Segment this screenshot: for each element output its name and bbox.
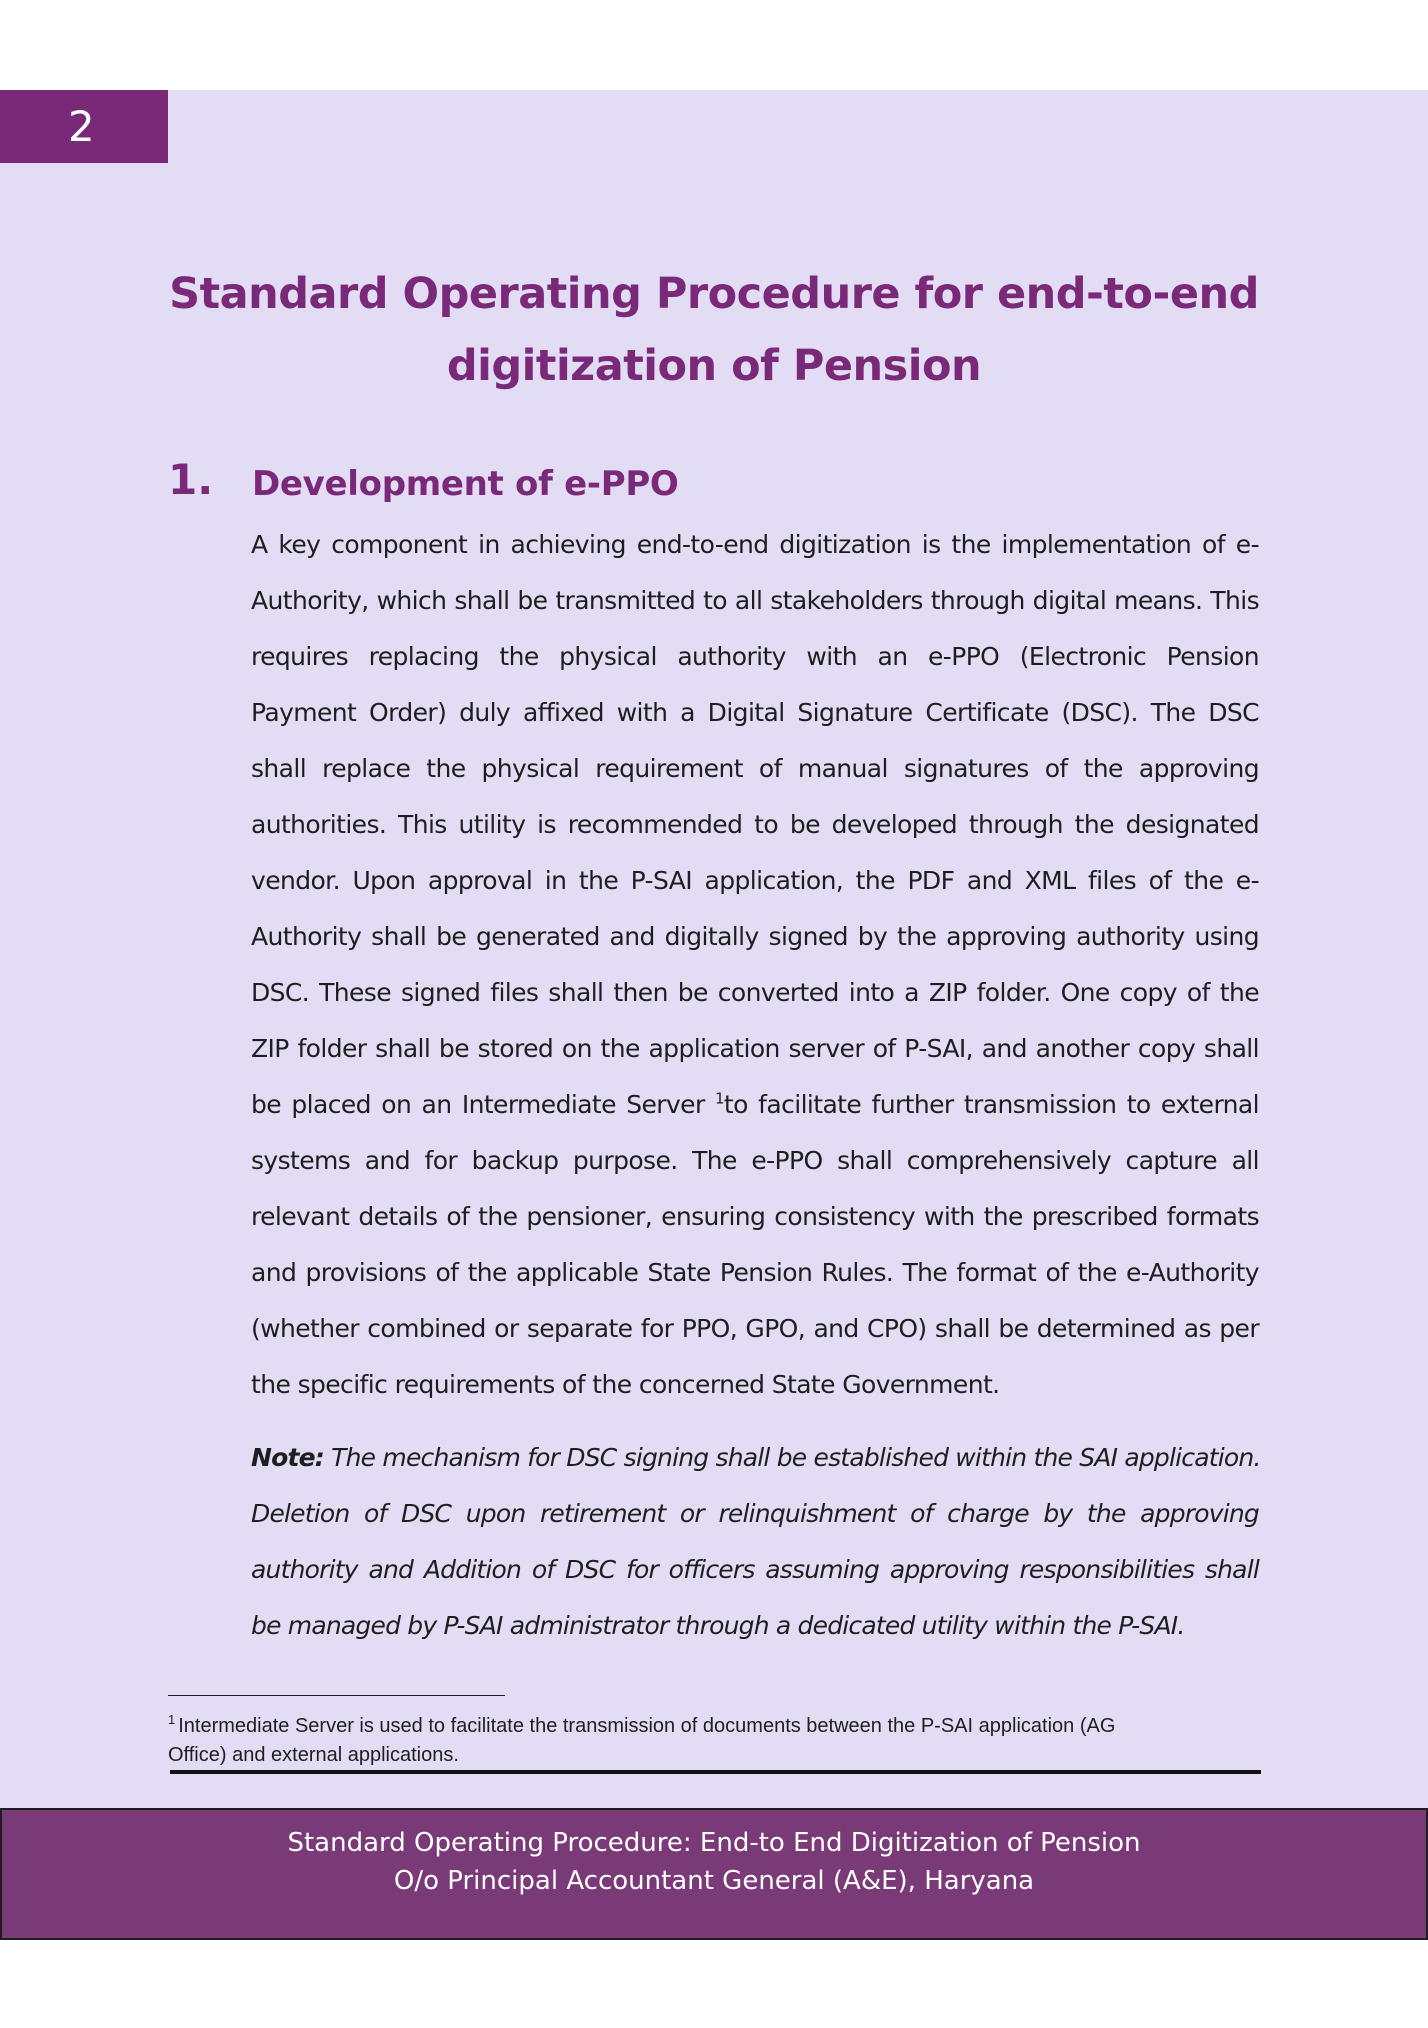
body-line: authorities. This utility is recommended to be developed through the designated bbox=[251, 810, 1259, 839]
page-footer bbox=[0, 1808, 1428, 1940]
body-line: shall replace the physical requirement of manual signatures of the approving bbox=[251, 754, 1259, 783]
bottom-divider bbox=[170, 1770, 1261, 1774]
body-line-part: to facilitate further transmission to external bbox=[723, 1090, 1259, 1119]
body-line: (whether combined or separate for PPO, GPO, and CPO) shall be determined as per bbox=[251, 1314, 1259, 1343]
footnote bbox=[168, 1712, 1260, 1770]
footnote-text: Intermediate Server is used to facilitate the transmission of documents between the P-SAI application (AG bbox=[178, 1715, 1116, 1737]
body-line: A key component in achieving end-to-end digitization is the implementation of e- bbox=[251, 530, 1259, 559]
note-line: be managed by P-SAI administrator through a dedicated utility within the P-SAI. bbox=[251, 1611, 1185, 1640]
footnote-marker: 1 bbox=[168, 1712, 176, 1728]
note-line: authority and Addition of DSC for officers assuming approving responsibilities shall bbox=[251, 1555, 1259, 1584]
body-line: Authority shall be generated and digitally signed by the approving authority using bbox=[251, 922, 1259, 951]
body-line: and provisions of the applicable State Pension Rules. The format of the e-Authority bbox=[251, 1258, 1259, 1287]
page-title-line: Standard Operating Procedure for end-to-end bbox=[169, 269, 1259, 319]
section-title: Development of e-PPO bbox=[252, 464, 679, 504]
body-line: Payment Order) duly affixed with a Digital Signature Certificate (DSC). The DSC bbox=[251, 698, 1259, 727]
footnote-reference[interactable]: 1 bbox=[714, 1089, 724, 1108]
body-line: DSC. These signed files shall then be converted into a ZIP folder. One copy of the bbox=[251, 978, 1259, 1007]
footnote-line bbox=[168, 1712, 1260, 1741]
body-line: vendor. Upon approval in the P-SAI application, the PDF and XML files of the e- bbox=[251, 866, 1259, 895]
section-body bbox=[251, 517, 1259, 1413]
page-number-badge: 2 bbox=[0, 90, 168, 163]
body-line: the specific requirements of the concerned State Government. bbox=[251, 1370, 1000, 1399]
body-line: requires replacing the physical authority with an e-PPO (Electronic Pension bbox=[251, 642, 1259, 671]
note-line-text: The mechanism for DSC signing shall be established within the SAI application. bbox=[324, 1443, 1261, 1472]
body-line: relevant details of the pensioner, ensuring consistency with the prescribed formats bbox=[251, 1202, 1259, 1231]
footer-line: O/o Principal Accountant General (A&E), Haryana bbox=[393, 1866, 1035, 1896]
note-paragraph bbox=[251, 1430, 1259, 1654]
note-line bbox=[251, 1430, 1259, 1486]
page-title bbox=[160, 258, 1268, 402]
body-line-part: be placed on an Intermediate Server bbox=[251, 1090, 715, 1119]
footnote-divider bbox=[168, 1695, 505, 1696]
body-line-with-footnote bbox=[251, 1077, 1259, 1133]
body-line: Authority, which shall be transmitted to all stakeholders through digital means. This bbox=[251, 586, 1259, 615]
note-line: Deletion of DSC upon retirement or relinquishment of charge by the approving bbox=[251, 1499, 1259, 1528]
body-line: ZIP folder shall be stored on the application server of P-SAI, and another copy shall bbox=[251, 1034, 1259, 1063]
section-number: 1. bbox=[168, 455, 214, 504]
footnote-line: Office) and external applications. bbox=[168, 1744, 459, 1766]
footer-line: Standard Operating Procedure: End-to End Digitization of Pension bbox=[287, 1828, 1141, 1858]
note-label: Note: bbox=[251, 1443, 325, 1472]
body-line: systems and for backup purpose. The e-PPO shall comprehensively capture all bbox=[251, 1146, 1259, 1175]
page-title-line: digitization of Pension bbox=[446, 341, 982, 391]
section-heading bbox=[168, 448, 1268, 512]
